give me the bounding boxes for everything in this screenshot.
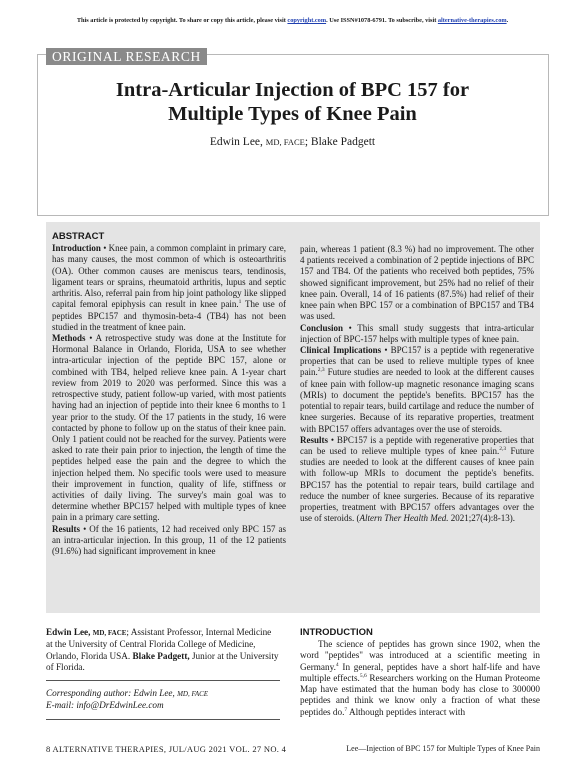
- clinical-text-2: Future studies are needed to look at the different causes of knee pain with follow-up magnetic resonance imaging scans (MRIs) to document the peptide's benefits. BPC157 has the potential to repair tears, build cartilage and reduce the number of knee surgeries. Because of its reparative properties, treatment with BPC157 offers advantages over the use of steroids.: [300, 367, 534, 434]
- affil-author-2-text: Junior at the University of Florida.: [46, 650, 279, 672]
- intro-text-c: Researchers working on the Human Proteome Map have estimated that the human body has close to 300000 peptides and think we know only a fraction of what these peptides do.: [300, 672, 540, 717]
- author-affiliations: [46, 627, 280, 673]
- section-label: ORIGINAL RESEARCH: [46, 48, 207, 65]
- copyright-link[interactable]: copyright.com: [287, 17, 327, 24]
- results-2-text: • BPC157 is a peptide with regenerative properties that can be used to relieve multiple types of knee pain.: [300, 434, 534, 456]
- corr-degrees: MD, FACE: [177, 690, 209, 698]
- conclusion-text: • This small study suggests that intra-articular injection of BPC-157 helps with multiple types of knee pain.: [300, 322, 534, 344]
- footer-running-title: Lee—Injection of BPC 157 for Multiple Types of Knee Pain: [346, 744, 540, 753]
- author-2: Blake Padgett: [310, 136, 376, 148]
- abstract-heading: ABSTRACT: [52, 231, 105, 242]
- intro-ref-c: 7: [344, 706, 348, 713]
- notice-suffix: .: [506, 17, 509, 24]
- corr-prefix: Corresponding author: Edwin Lee,: [46, 688, 178, 698]
- correspondence: [46, 688, 280, 712]
- affil-author-1-text: ; Assistant Professor, Internal Medicine at the University of Central Florida College of Medicine, Orlando, Florida USA.: [46, 627, 272, 661]
- abstract-results-continued: pain, whereas 1 patient (8.3 %) had no improvement. The other 4 patients received a combination of 2 peptide injections of BPC 157 and TB4. Of the patients who received both peptides, 75% showed significant improvement, but 25% had no relief of their knee pain. Overall, 14 of 16 patients (87.5%) had relief of their knee pain when BPC 157 or a combination of BPC157 and TB4 was used.: [300, 244, 534, 322]
- citation-rest: 2021;27(4):8-13).: [448, 513, 515, 524]
- methods-label: Methods: [52, 332, 86, 343]
- methods-text: • A retrospective study was done at the Institute for Hormonal Balance in Orlando, Florida, USA to see whether intra-articular injection of the peptide BPC 157, alone or combined with TB4, helped relieve knee pain. A 1-year chart review from 2019 to 2020 was performed. Since this was a retrospective study, patient follow-up varied, with most patients having had an injection of peptide into their knee 6 months to 1 year prior to the study. Of the 17 patients in the study, 16 were contacted by phone to follow up on the status of their knee pain. Only 1 patient could not be reached for the survey. Patients were asked to rate their pain prior to injection, the length of time the peptides helped ease the pain and the degree to which the injection helped them. No specific tools were used to measure their improvement in function, quality of life, stiffness or activities of daily living. The survey's main goal was to determine whether BPC157 helped with multiple types of knee pain in a primary care setting.: [52, 332, 286, 523]
- title-line-2: Multiple Types of Knee Pain: [168, 103, 417, 125]
- results-2-label: Results: [300, 434, 329, 445]
- corr-email[interactable]: E-mail: info@DrEdwinLee.com: [46, 700, 164, 711]
- affil-author-2: Blake Padgett,: [132, 650, 190, 661]
- affil-author-1-degrees: MD, FACE: [92, 629, 127, 637]
- citation-journal: Altern Ther Health Med.: [359, 513, 449, 524]
- abstract-methods: [52, 333, 286, 524]
- abstract-column-right: [300, 244, 534, 524]
- author-byline: [40, 136, 545, 148]
- article-title: [40, 78, 545, 126]
- intro-ref-a: 4: [335, 661, 339, 668]
- title-line-1: Intra-Articular Injection of BPC 157 for: [115, 79, 470, 101]
- intro-text-b: In general, peptides have a short half-life and have multiple effects.: [300, 661, 540, 683]
- abstract-column-left: [52, 231, 286, 557]
- clinical-text: • BPC157 is a peptide with regenerative properties that can be used to relieve multiple types of knee pain.: [300, 344, 534, 378]
- copyright-notice: [0, 17, 585, 24]
- introduction-text-2: The use of peptides BPC157 and thymosin-beta-4 (TB4) has not been studied in the treatment of knee pain.: [52, 299, 286, 332]
- divider-top: [46, 680, 280, 681]
- introduction-text: • Knee pain, a common complaint in primary care, has many causes, the most common of which is osteoarthritis (OA). Other common causes are meniscus tears, tendinosis, ligament tears or sprains, rheumatoid arthritis, lupus and septic arthritis. Also, referral pain from hip joint pathology like slipped capital femoral epiphysis can result in knee pain.: [52, 243, 286, 310]
- intro-ref-b: 5,6: [359, 672, 367, 679]
- intro-text-d: Although peptides interact with: [347, 706, 466, 717]
- author-1-degrees: MD, FACE: [265, 137, 305, 147]
- subscribe-link[interactable]: alternative-therapies.com: [437, 17, 507, 24]
- abstract-introduction: [52, 243, 286, 333]
- abstract-clinical-implications: [300, 345, 534, 435]
- notice-middle: . Use ISSN#1078-6791. To subscribe, visit: [326, 17, 438, 24]
- introduction-heading: INTRODUCTION: [300, 627, 373, 638]
- introduction-body: [300, 639, 540, 718]
- results-label: Results: [52, 523, 81, 534]
- notice-prefix: This article is protected by copyright. To share or copy this article, please visit: [76, 17, 288, 24]
- affil-author-1: Edwin Lee,: [46, 627, 93, 637]
- conclusion-label: Conclusion: [300, 322, 344, 333]
- abstract-conclusion: [300, 323, 534, 345]
- results-2-text-2: Future studies are needed to look at the different causes of knee pain with follow-up MRIs to document the peptide's benefits. BPC157 has the potential to repair tears, build cartilage and reduce the number of knee surgeries. Because of its reparative properties, treatment with BPC157 offers advantages over the use of steroids. (: [300, 445, 534, 524]
- footer-journal: 8 ALTERNATIVE THERAPIES, JUL/AUG 2021 VOL. 27 NO. 4: [46, 744, 287, 754]
- clinical-ref: 2,3: [317, 367, 325, 374]
- results-text-left: • Of the 16 patients, 12 had received only BPC 157 as an intra-articular injection. In this group, 11 of the 12 patients (91.6%) had significant improvement in knee: [52, 523, 286, 557]
- abstract-box: [46, 222, 540, 613]
- results-2-ref: 2,3: [499, 445, 507, 452]
- author-separator: ;: [304, 136, 311, 148]
- abstract-results: [52, 524, 286, 558]
- author-1: Edwin Lee,: [209, 136, 266, 148]
- introduction-ref: 1: [238, 299, 242, 306]
- abstract-results-2: [300, 435, 534, 525]
- introduction-label: Introduction: [52, 243, 101, 254]
- clinical-label: Clinical Implications: [300, 344, 382, 355]
- divider-bottom: [46, 719, 280, 720]
- intro-text-a: The science of peptides has grown since 1902, when the word "peptides" was introduced at a scientific meeting in Germany.: [300, 639, 540, 672]
